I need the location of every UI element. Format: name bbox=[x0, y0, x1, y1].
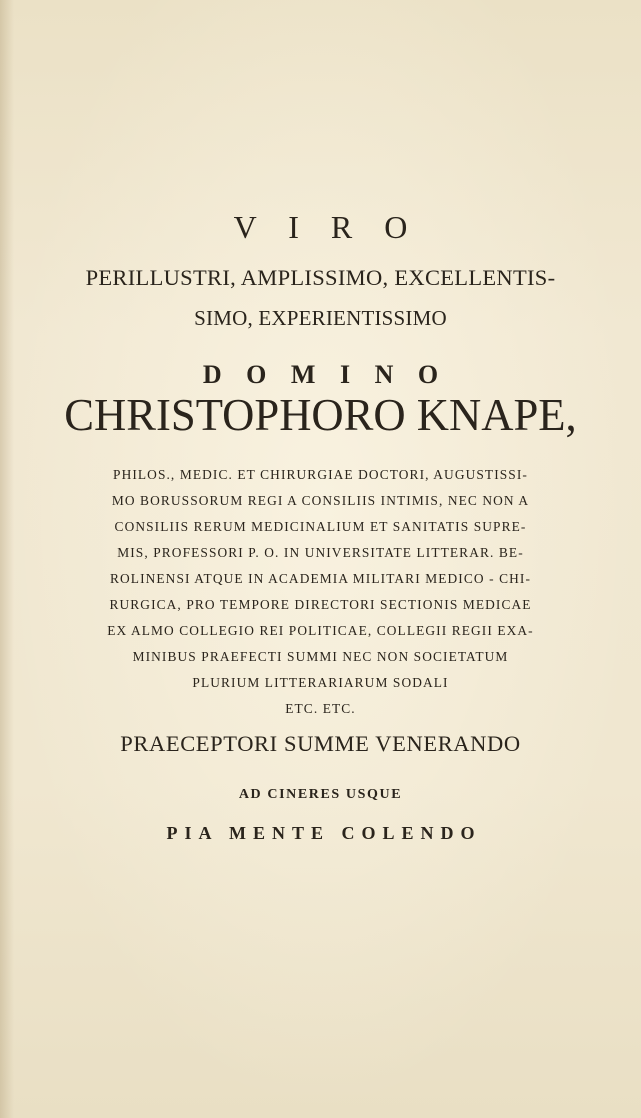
pia-mente-line: PIA MENTE COLENDO bbox=[166, 823, 482, 843]
title-line: MO BORUSSORUM REGI A CONSILIIS INTIMIS, NEC NON A bbox=[111, 493, 530, 508]
title-line: RURGICA, PRO TEMPORE DIRECTORI SECTIONIS MEDICAE bbox=[109, 597, 532, 612]
epithet-line-2: SIMO, EXPERIENTISSIMO bbox=[194, 306, 447, 330]
title-line: PLURIUM LITTERARIARUM SODALI bbox=[192, 675, 449, 690]
title-line: EX ALMO COLLEGIO REI POLITICAE, COLLEGII REGII EXA- bbox=[107, 623, 534, 638]
heading-viro: V I R O bbox=[233, 209, 420, 245]
title-line: PHILOS., MEDIC. ET CHIRURGIAE DOCTORI, AUGUSTISSI- bbox=[113, 467, 528, 482]
praeceptori-line: PRAECEPTORI SUMME VENERANDO bbox=[120, 731, 521, 756]
title-line: MIS, PROFESSORI P. O. IN UNIVERSITATE LITTERAR. BE- bbox=[117, 545, 524, 560]
ad-cineres-line: AD CINERES USQUE bbox=[238, 787, 403, 802]
title-line: ROLINENSI ATQUE IN ACADEMIA MILITARI MEDICO - CHI- bbox=[109, 571, 532, 586]
title-line: MINIBUS PRAEFECTI SUMMI NEC NON SOCIETATUM bbox=[132, 649, 509, 664]
heading-domino: D O M I N O bbox=[202, 360, 448, 389]
title-line: ETC. ETC. bbox=[285, 701, 356, 716]
dedicatee-name: CHRISTOPHORO KNAPE, bbox=[64, 389, 577, 440]
title-line: CONSILIIS RERUM MEDICINALIUM ET SANITATIS SUPRE- bbox=[114, 519, 527, 534]
epithet-line-1: PERILLUSTRI, AMPLISSIMO, EXCELLENTIS- bbox=[85, 265, 556, 290]
